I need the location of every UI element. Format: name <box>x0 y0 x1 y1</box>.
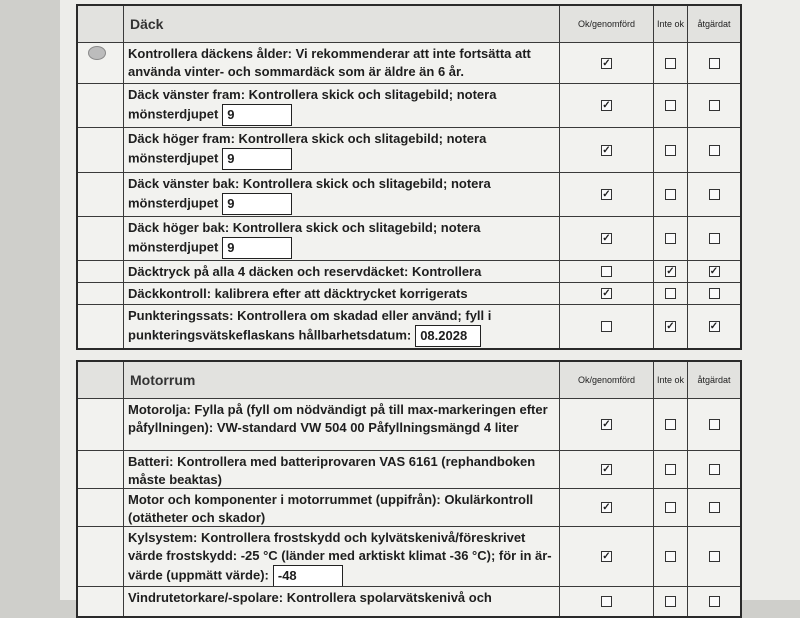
ok-checkbox[interactable]: ✓ <box>602 144 611 156</box>
row-text: Däck vänster fram: Kontrollera skick och slitagebild; notera mönsterdjupet <box>128 87 497 122</box>
not-ok-checkbox[interactable]: ✓ <box>666 321 675 332</box>
header-not-ok: Inte ok <box>656 19 685 29</box>
ok-checkbox[interactable]: ✓ <box>602 288 611 299</box>
header-not-ok: Inte ok <box>656 375 685 385</box>
not-ok-checkbox[interactable] <box>665 502 676 513</box>
row-text: Däckkontroll: kalibrera efter att däcktrycket korrigerats <box>128 286 468 301</box>
not-ok-checkbox[interactable] <box>665 233 676 244</box>
tread-depth-field[interactable]: 9 <box>222 237 292 259</box>
ok-checkbox[interactable]: ✓ <box>602 464 611 475</box>
row-text: Punkteringssats: Kontrollera om skadad eller använd; fyll i punkteringsvätskeflaskans hållbarhetsdatum: <box>128 308 492 343</box>
fixed-checkbox[interactable]: ✓ <box>709 266 719 277</box>
not-ok-checkbox[interactable]: ✓ <box>666 266 675 277</box>
row-text: Motorolja: Fylla på (fyll om nödvändigt på till max-markeringen efter påfyllningen): VW-standard VW 504 00 Påfyllningsmängd 4 liter <box>128 402 548 435</box>
not-ok-checkbox[interactable] <box>665 419 676 430</box>
ok-checkbox[interactable] <box>601 266 612 277</box>
ok-checkbox[interactable]: ✓ <box>602 502 611 513</box>
header-fixed: åtgärdat <box>697 375 731 385</box>
table-row <box>78 127 740 172</box>
fixed-checkbox[interactable] <box>709 502 720 513</box>
not-ok-checkbox[interactable] <box>665 58 676 69</box>
header-ok: Ok/genomförd <box>577 375 636 385</box>
tread-depth-field[interactable]: 9 <box>222 148 292 170</box>
ok-checkbox[interactable]: ✓ <box>602 189 611 200</box>
engine-bay-section <box>76 360 742 618</box>
measured-value-field[interactable]: -48 <box>273 565 343 587</box>
fixed-checkbox[interactable]: ✓ <box>709 321 719 332</box>
table-row <box>78 586 740 616</box>
ok-checkbox[interactable]: ✓ <box>602 57 611 69</box>
header-ok: Ok/genomförd <box>577 19 636 29</box>
tires-section <box>76 4 742 350</box>
table-row <box>78 398 740 450</box>
not-ok-checkbox[interactable] <box>665 596 676 607</box>
fixed-checkbox[interactable] <box>709 145 720 156</box>
row-text: Däcktryck på alla 4 däcken och reservdäcket: Kontrollera <box>128 264 482 279</box>
row-text: Kontrollera däckens ålder: Vi rekommenderar att inte fortsätta att använda vinter- och sommardäck som är äldre än 6 år. <box>128 46 531 79</box>
fixed-checkbox[interactable] <box>709 464 720 475</box>
fixed-checkbox[interactable] <box>709 58 720 69</box>
fixed-checkbox[interactable] <box>709 596 720 607</box>
section-title: Däck <box>124 6 560 42</box>
section-header <box>78 6 740 42</box>
not-ok-checkbox[interactable] <box>665 100 676 111</box>
table-row <box>78 450 740 488</box>
section-header <box>78 362 740 398</box>
table-row <box>78 260 740 282</box>
not-ok-checkbox[interactable] <box>665 464 676 475</box>
table-row <box>78 216 740 260</box>
ok-checkbox[interactable]: ✓ <box>602 551 611 562</box>
ok-checkbox[interactable] <box>601 321 612 332</box>
tread-depth-field[interactable]: 9 <box>222 104 292 126</box>
fixed-checkbox[interactable] <box>709 288 720 299</box>
row-text: Däck höger fram: Kontrollera skick och slitagebild; notera mönsterdjupet <box>128 131 487 166</box>
table-row <box>78 172 740 216</box>
row-text: Vindrutetorkare/-spolare: Kontrollera spolarvätskenivå och <box>128 590 492 605</box>
row-text: Däck vänster bak: Kontrollera skick och slitagebild; notera mönsterdjupet <box>128 176 491 211</box>
fixed-checkbox[interactable] <box>709 233 720 244</box>
fixed-checkbox[interactable] <box>709 100 720 111</box>
binder-hole-icon <box>88 46 106 60</box>
row-text: Kylsystem: Kontrollera frostskydd och kylvätskenivå/föreskrivet värde frostskydd: -25 °C (länder med arktiskt klimat -36 °C); för in är-värde (uppmätt värde): <box>128 530 552 583</box>
table-row <box>78 42 740 83</box>
table-row <box>78 282 740 304</box>
ok-checkbox[interactable] <box>601 596 612 607</box>
fixed-checkbox[interactable] <box>709 419 720 430</box>
table-row <box>78 526 740 586</box>
not-ok-checkbox[interactable] <box>665 551 676 562</box>
table-row <box>78 83 740 127</box>
ok-checkbox[interactable]: ✓ <box>602 233 611 244</box>
row-text: Batteri: Kontrollera med batteriprovaren VAS 6161 (rephandboken måste beaktas) <box>128 454 536 487</box>
section-title: Motorrum <box>124 362 560 398</box>
tread-depth-field[interactable]: 9 <box>222 193 292 215</box>
table-row <box>78 488 740 526</box>
not-ok-checkbox[interactable] <box>665 145 676 156</box>
header-fixed: åtgärdat <box>697 19 731 29</box>
fixed-checkbox[interactable] <box>709 551 720 562</box>
ok-checkbox[interactable]: ✓ <box>602 100 611 111</box>
not-ok-checkbox[interactable] <box>665 189 676 200</box>
not-ok-checkbox[interactable] <box>665 288 676 299</box>
expiry-date-field[interactable]: 08.2028 <box>415 325 481 347</box>
row-text: Däck höger bak: Kontrollera skick och slitagebild; notera mönsterdjupet <box>128 220 481 255</box>
ok-checkbox[interactable]: ✓ <box>602 419 611 430</box>
row-text: Motor och komponenter i motorrummet (uppifrån): Okulärkontroll (otätheter och skador) <box>128 492 534 525</box>
fixed-checkbox[interactable] <box>709 189 720 200</box>
table-row <box>78 304 740 348</box>
